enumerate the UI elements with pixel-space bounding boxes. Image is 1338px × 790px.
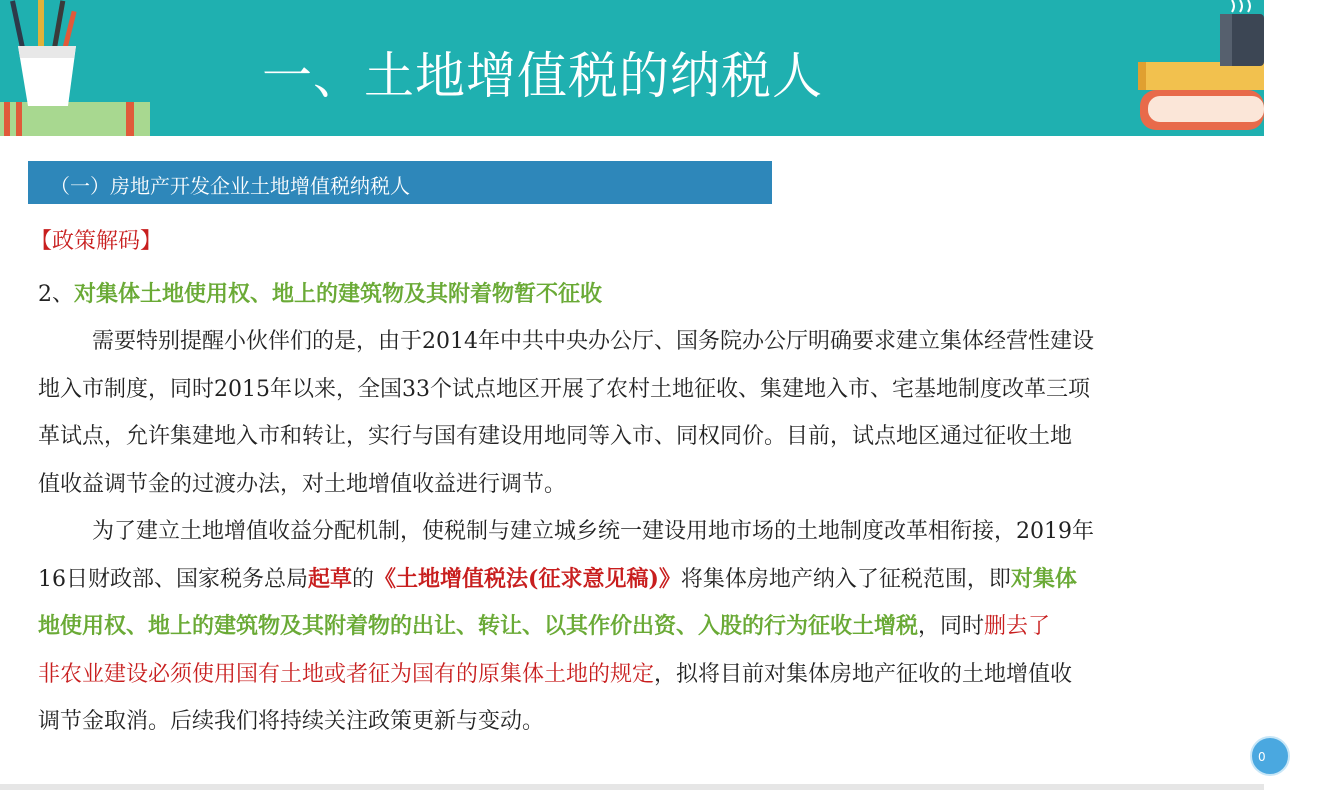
law-title: 《土地增值税法(征求意见稿)》 [374,565,681,592]
text-run: 为了建立土地增值收益分配机制，使税制与建立城乡统一建设用地市场的土地制度改革相衔接， [92,519,1017,544]
text-run: 2019年 [1016,519,1095,544]
text-run: 的 [352,566,375,592]
paragraph-line: 革试点，允许集建地入市和转让，实行与国有建设用地同等入市、同权同价。目前，试点地区通过征收土地 [38,424,1073,449]
text-run: 16日财政部、国家税务总局 [38,566,308,592]
paragraph-line [38,508,1338,556]
page-number-badge[interactable]: 0 [1250,736,1290,776]
text-run: ，同时 [918,614,985,639]
bottom-divider [0,784,1264,790]
emphasis-red: 起草 [308,565,353,592]
point-heading-text: 对集体土地使用权、地上的建筑物及其附着物暂不征收 [74,281,603,307]
paragraph-line [38,651,1338,699]
emphasis-green: 对集体 [1010,565,1077,592]
emphasis-red: 删去了 [984,614,1051,639]
section-header-bar [28,161,772,204]
paragraph-line: 值收益调节金的过渡办法，对土地增值收益进行调节。 [38,471,567,497]
paragraph-line: 调节金取消。后续我们将持续关注政策更新与变动。 [38,709,545,734]
point-number: 2、 [38,282,74,307]
books-icon [1134,0,1264,136]
coffee-mug-icon [1220,0,1264,66]
paragraph-line [38,603,1338,651]
paragraph-line: 地入市制度，同时2015年以来，全国33个试点地区开展了农村土地征收、集建地入市、宅基地制度改革三项 [38,376,1090,402]
pencil-cup-icon [0,0,155,136]
header-banner [0,0,1264,136]
emphasis-red: 非农业建设必须使用国有土地或者征为国有的原集体土地的规定 [38,661,655,687]
paragraph-line [38,556,1338,604]
text-run: ，拟将目前对集体房地产征收的土地增值收 [654,661,1073,687]
page-title: 一、土地增值税的纳税人 [262,47,823,105]
section-title: （一）房地产开发企业土地增值税纳税人 [50,174,410,198]
paragraph-line: 需要特别提醒小伙伴们的是，由于2014年中共中央办公厅、国务院办公厅明确要求建立集体经营性建设 [92,329,1094,354]
text-run: 将集体房地产纳入了征税范围，即 [680,566,1011,592]
policy-tag: 【政策解码】 [30,229,163,254]
body-text [38,318,1338,746]
emphasis-green: 地使用权、地上的建筑物及其附着物的出让、转让、以其作价出资、入股的行为征收土增税 [38,613,919,639]
point-heading [38,277,602,308]
